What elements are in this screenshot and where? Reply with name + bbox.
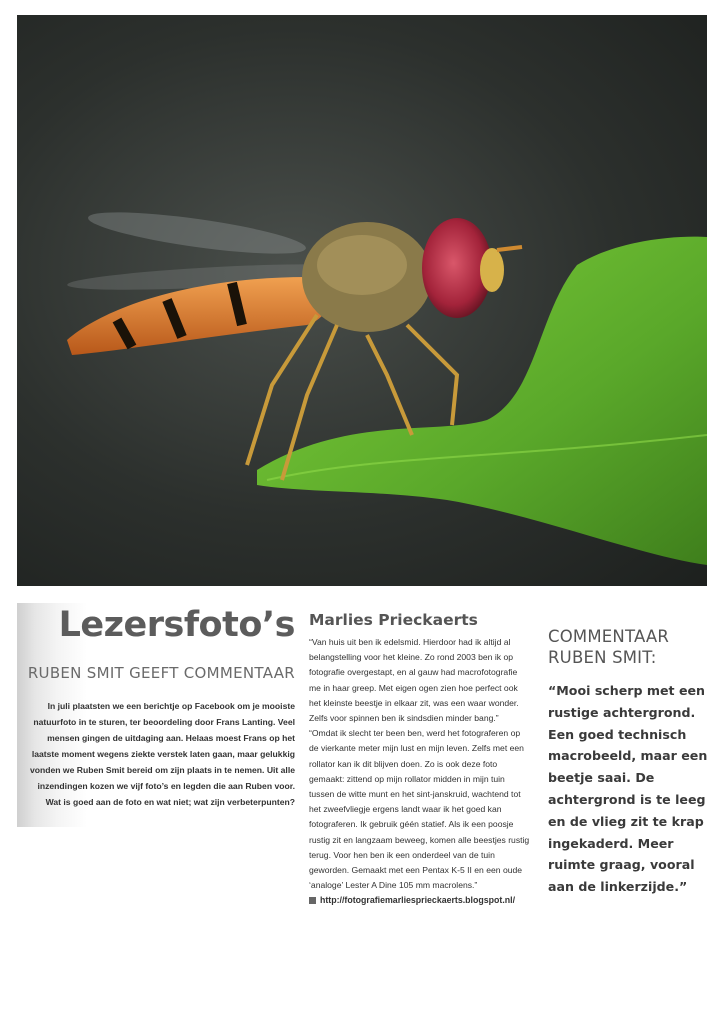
commentary-heading <box>548 626 713 668</box>
article-paragraph: “Omdat ik slecht ter been ben, werd het fotograferen op de vierkante meter mijn lust en mijn leven. Zelfs met een rollator kan ik dit blijven doen. Zo is ook deze foto gemaakt: zittend op mijn rollator midden in mijn tuin tussen de witte munt en het sint-janskruid, wachtend tot het zweefvliegje ergens landt waar ik het goed kan fotograferen. Ik gebruik géén statief. Als ik een poosje rustig zit en langzaam beweeg, komen alle beestjes rustig terug. Voor hen ben ik een onderdeel van de tuin geworden. Gemaakt met een Pentax K-5 II en een oude ‘analoge’ Lester A Dine 105 mm macrolens.” <box>309 728 530 891</box>
lezersfotos-panel <box>17 603 300 827</box>
website-link[interactable] <box>309 895 531 905</box>
bullet-square-icon <box>309 897 316 904</box>
commentary-quote: “Mooi scherp met een rustige achtergrond. Een goed technisch macrobeeld, maar een beetje saai. De achtergrond is te leeg en de vlieg zit te krap ingekaderd. Meer ruimte graag, vooral aan de linkerzijde.” <box>548 683 708 895</box>
author-name: Marlies Prieckaerts <box>309 611 478 629</box>
commentary-heading-line1: COMMENTAAR <box>548 627 670 646</box>
website-link-text[interactable]: http://fotografiemarliesprieckaerts.blogspot.nl/ <box>320 895 516 906</box>
commentary-column <box>548 626 713 898</box>
intro-text: In juli plaatsten we een berichtje op Facebook om je mooiste natuurfoto in te sturen, ter beoordeling door Frans Lanting. Veel mensen gingen de uitdaging aan. Helaas moest Frans op het laatste moment wegens ziekte verstek laten gaan, maar gelukkig vonden we Ruben Smit bereid om zijn plaats in te nemen. Uit alle inzendingen kozen we vijf foto’s en legden die aan Ruben voor. Wat is goed aan de foto en wat niet; wat zijn verbeterpunten? <box>29 701 295 807</box>
page-title: Lezersfoto’s <box>58 605 295 645</box>
page-subtitle: RUBEN SMIT GEEFT COMMENTAAR <box>27 664 295 682</box>
article-body <box>309 635 531 893</box>
article-paragraph: “Van huis uit ben ik edelsmid. Hierdoor had ik altijd al belangstelling voor het kleine. Zo rond 2003 ben ik op fotografie overgestapt, en al gauw had macrofotografie me in haar greep. Met eigen ogen zien hoe perfect ook het kleinste beestje in elkaar zit, was een waar wonder. Zelfs voor spinnen ben ik sindsdien minder bang.” <box>309 637 519 724</box>
hoverfly-photo <box>17 15 707 586</box>
commentary-heading-line2: RUBEN SMIT: <box>548 648 657 667</box>
article-column <box>309 611 531 905</box>
hoverfly-illustration <box>17 15 707 586</box>
